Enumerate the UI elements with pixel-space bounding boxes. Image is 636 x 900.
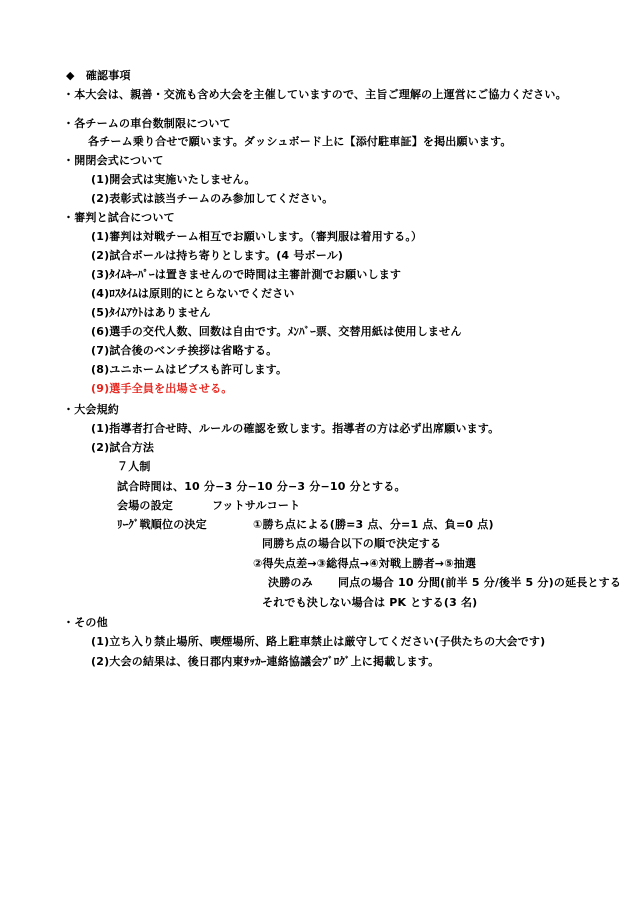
other-item: (2)大会の結果は、後日郡内東ｻｯｶｰ連絡協議会ﾌﾞﾛｸﾞ上に掲載します。 (91, 655, 440, 668)
rules-venue-value: フットサルコート (212, 499, 301, 512)
rules-ranking-line: 同勝ち点の場合以下の順で決定する (262, 537, 442, 550)
referee-item: (1)審判は対戦チーム相互でお願いします。（審判服は着用する。） (91, 230, 423, 243)
ceremony-item: (1)開会式は実施いたしません。 (91, 173, 256, 186)
rules-item: (1)指導者打合せ時、ルールの確認を致します。指導者の方は必ず出席願います。 (91, 422, 500, 435)
referee-item: (4)ﾛｽﾀｲﾑは原則的にとらないでください (91, 287, 295, 300)
referee-item: (6)選手の交代人数、回数は自由です。ﾒﾝﾊﾞｰ票、交替用紙は使用しません (91, 325, 462, 338)
vehicles-body: 各チーム乗り合せで願います。ダッシュボード上に【添付駐車証】を掲出願います。 (88, 135, 512, 148)
rules-final-label: 決勝のみ (268, 576, 313, 589)
referee-item-highlight: (9)選手全員を出場させる。 (91, 382, 233, 395)
ceremony-item: (2)表彰式は該当チームのみ参加してください。 (91, 192, 334, 205)
rules-pk-rule: それでも決しない場合は PK とする(3 名) (262, 596, 478, 609)
rules-match-time: 試合時間は、10 分−3 分−10 分−3 分−10 分とする。 (117, 480, 406, 493)
vehicles-title: ・各チームの車台数制限について (63, 117, 231, 130)
intro-text: ・本大会は、親善・交流も含め大会を主催していますので、主旨ご理解の上運営にご協力ください。 (63, 88, 567, 101)
rules-ranking-label: ﾘｰｸﾞ戦順位の決定 (117, 518, 207, 531)
other-item: (1)立ち入り禁止場所、喫煙場所、路上駐車禁止は厳守してください(子供たちの大会です) (91, 635, 546, 648)
section-heading: ◆ 確認事項 (66, 69, 131, 82)
ceremony-title: ・開閉会式について (63, 154, 164, 167)
referee-item: (8)ユニホームはビブスも許可します。 (91, 363, 288, 376)
rules-ranking-line: ①勝ち点による(勝=3 点、分=1 点、負=0 点) (253, 518, 494, 531)
other-title: ・その他 (63, 616, 108, 629)
referee-title: ・審判と試合について (63, 211, 175, 224)
rules-item: (2)試合方法 (91, 441, 155, 454)
referee-item: (7)試合後のベンチ挨拶は省略する。 (91, 344, 278, 357)
rules-title: ・大会規約 (63, 403, 119, 416)
rules-venue-label: 会場の設定 (117, 499, 173, 512)
rules-final-rule: 同点の場合 10 分間(前半 5 分/後半 5 分)の延長とする (338, 576, 622, 589)
referee-item: (2)試合ボールは持ち寄りとします。(4 号ボール) (91, 249, 344, 262)
rules-ranking-line: ②得失点差→③総得点→④対戦上勝者→⑤抽選 (253, 557, 477, 570)
rules-format: ７人制 (117, 460, 151, 473)
referee-item: (3)ﾀｲﾑｷｰﾊﾟｰは置きませんので時間は主審計測でお願いします (91, 268, 402, 281)
referee-item: (5)ﾀｲﾑｱｳﾄはありません (91, 306, 211, 319)
